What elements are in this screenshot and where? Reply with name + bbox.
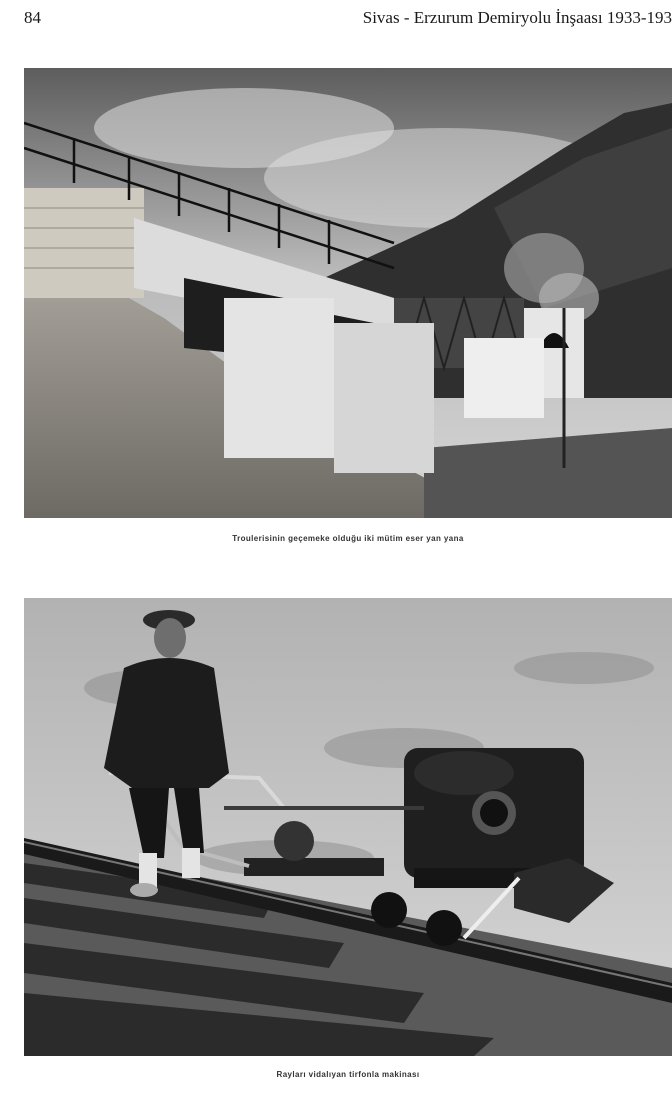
- figure-caption-1: Troulerisinin geçemeke olduğu iki mütim eser yan yana: [232, 534, 464, 543]
- figure-caption-2: Rayları vidalıyan tirfonla makinası: [276, 1070, 420, 1079]
- bridge-photo: [24, 68, 672, 518]
- page-number: 84: [24, 8, 41, 27]
- rail-machine-photo: [24, 598, 672, 1056]
- running-header: Sivas - Erzurum Demiryolu İnşaası 1933-193: [362, 8, 672, 27]
